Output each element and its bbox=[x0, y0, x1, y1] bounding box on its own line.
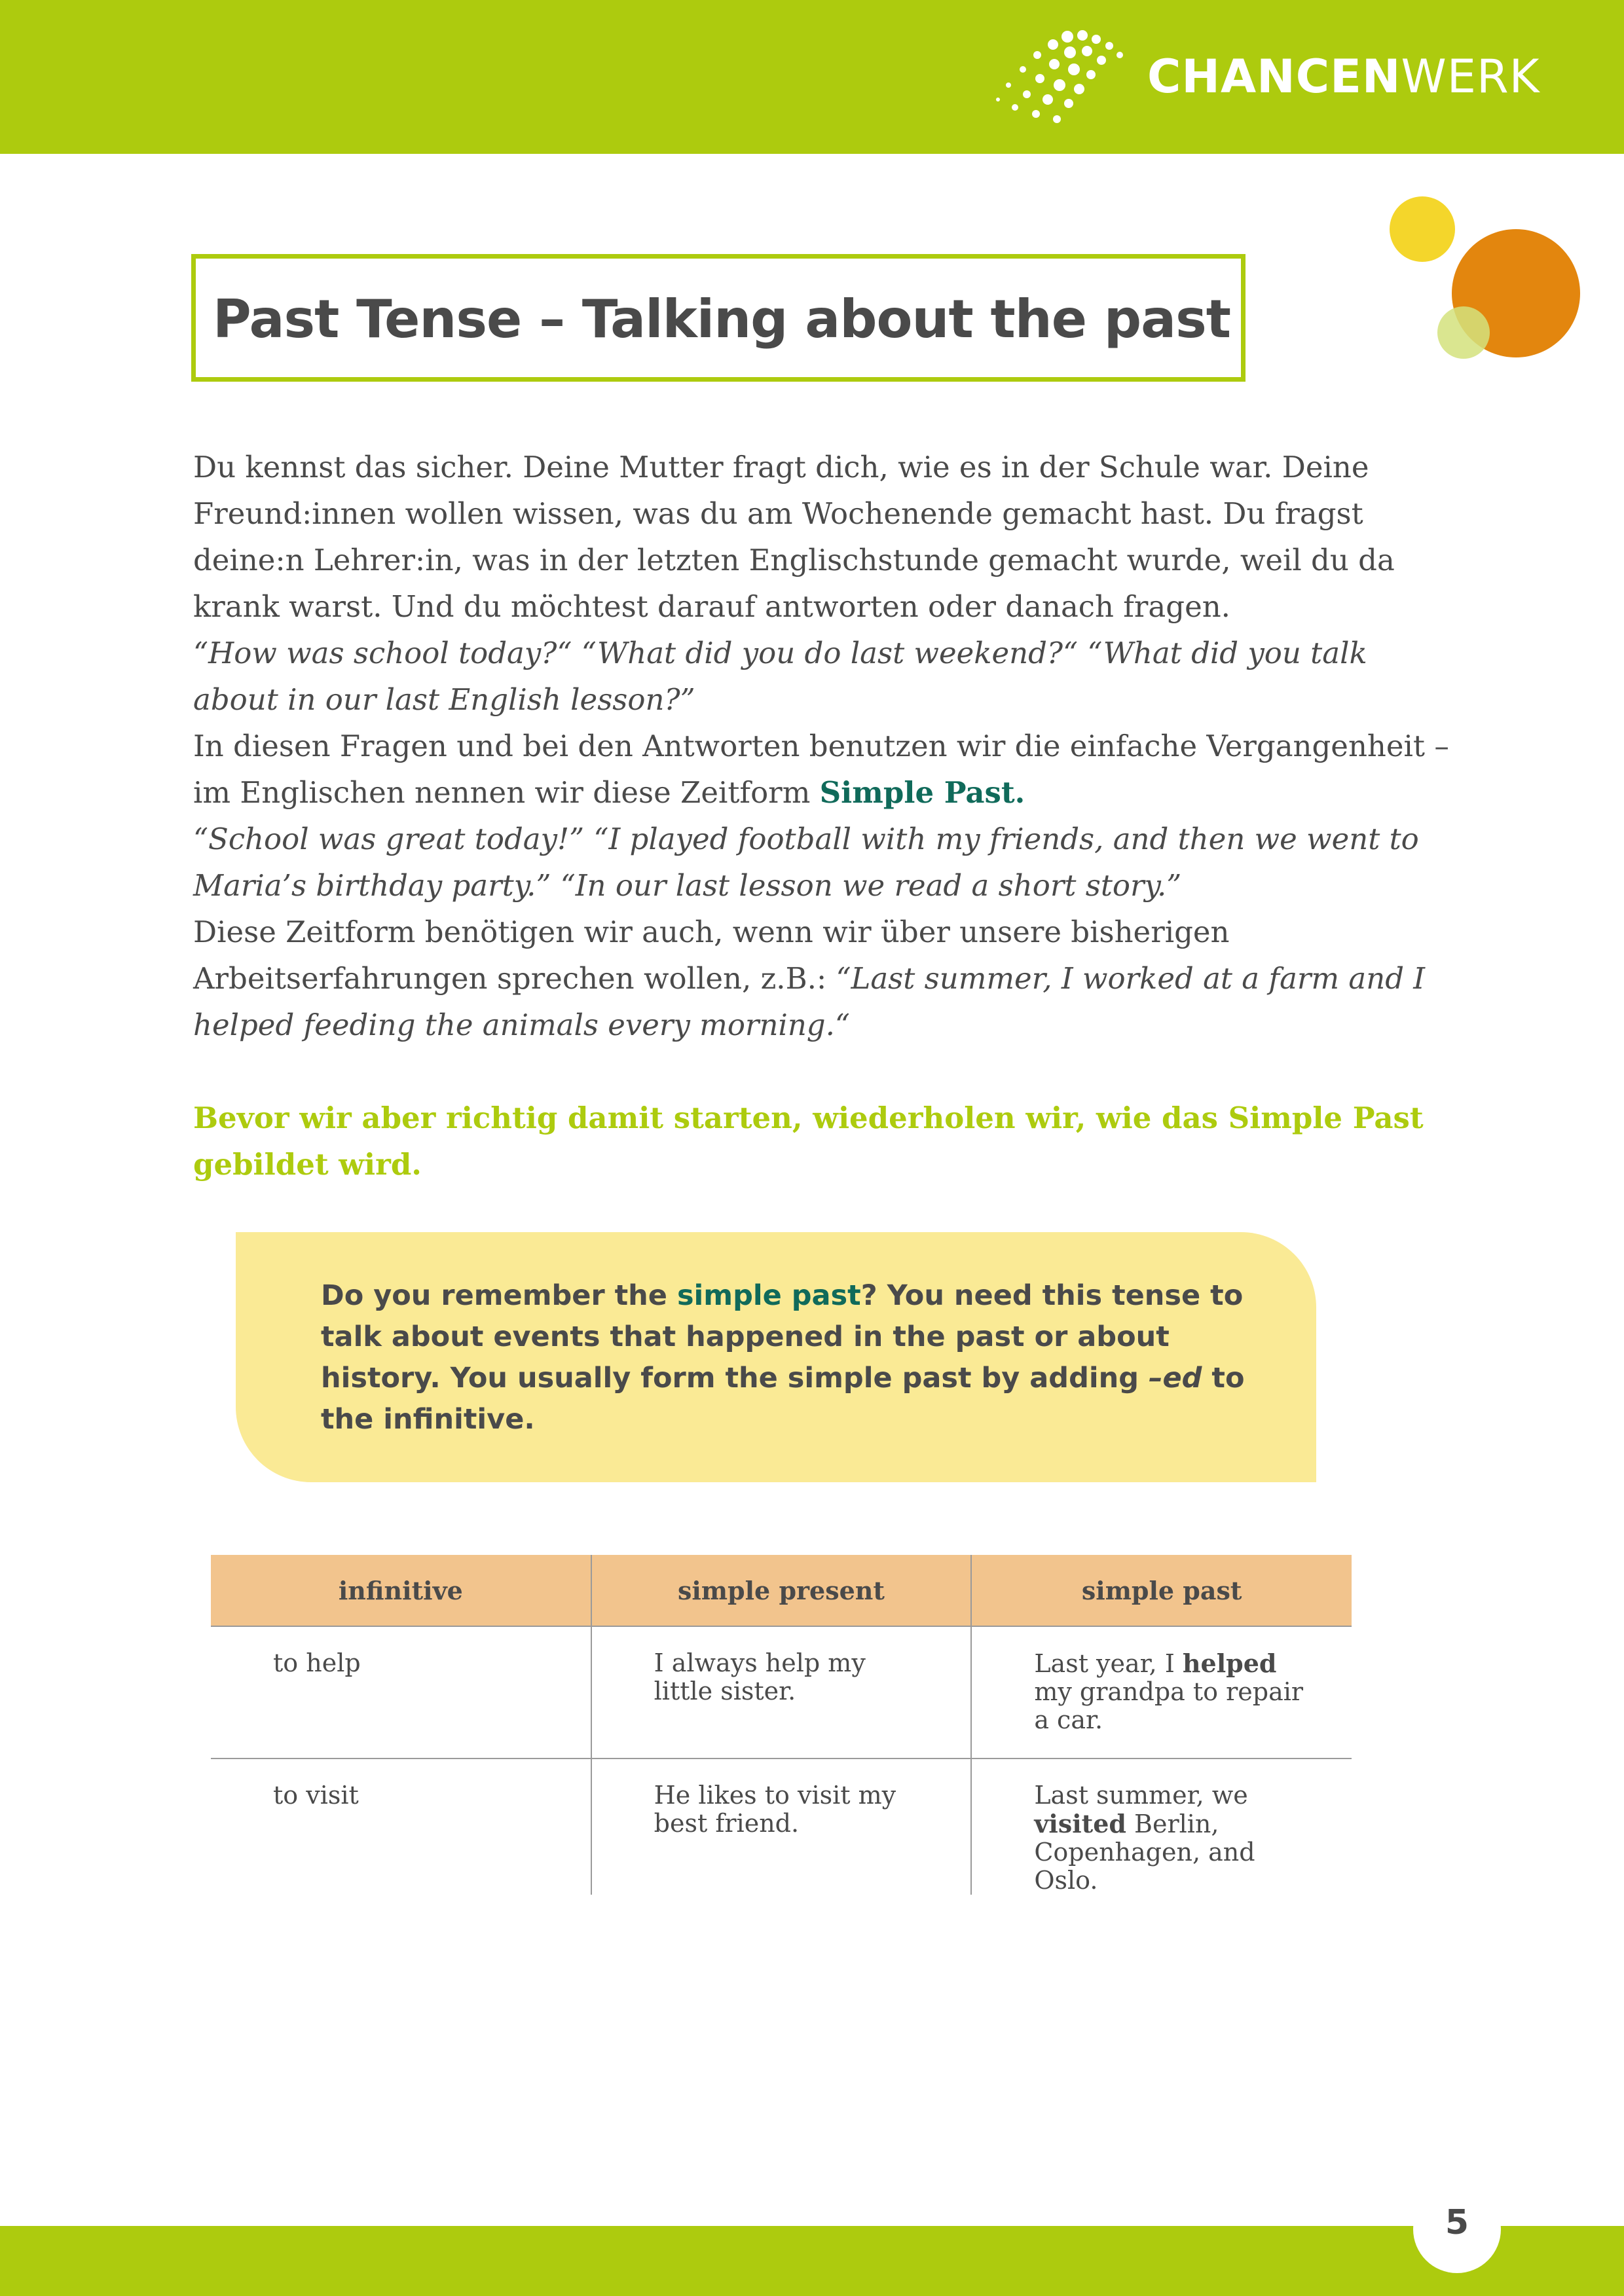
page-number: 5 bbox=[1445, 2203, 1469, 2242]
verb-table bbox=[211, 1555, 1352, 1895]
info-box-text bbox=[321, 1275, 1251, 1440]
highlight-note: Bevor wir aber richtig damit starten, wiederholen wir, wie das Simple Past gebildet wird. bbox=[193, 1101, 1424, 1182]
intro-paragraph-3 bbox=[193, 909, 1450, 1048]
info-box bbox=[236, 1232, 1316, 1482]
simple-past-term: Simple Past. bbox=[819, 775, 1025, 810]
logo-dots-icon bbox=[989, 26, 1126, 131]
cell-infinitive: to visit bbox=[273, 1781, 359, 1810]
table-row bbox=[211, 1758, 1352, 1895]
cell-simple-present: He likes to visit my best friend. bbox=[591, 1758, 972, 1895]
intro-paragraph-2 bbox=[193, 723, 1450, 816]
intro-text bbox=[193, 444, 1450, 1048]
table-row bbox=[211, 1626, 1352, 1758]
info-box-suffix: –ed bbox=[1148, 1362, 1202, 1394]
past-pre: Last summer, we bbox=[1034, 1781, 1248, 1810]
info-box-post: to the infinitive. bbox=[321, 1362, 1245, 1436]
cell-simple-past bbox=[971, 1626, 1352, 1758]
info-box-mid: ? You need this tense to talk about events that happened in the past or about history. You usually form the simple past by adding bbox=[321, 1279, 1244, 1394]
cell-simple-past bbox=[971, 1758, 1352, 1895]
footer-band bbox=[0, 2226, 1624, 2296]
intro-paragraph-2-text: In diesen Fragen und bei den Antworten benutzen wir die einfache Vergangenheit – im Englischen nennen wir diese Zeitform bbox=[193, 729, 1449, 810]
column-header-simple-present: simple present bbox=[591, 1555, 972, 1626]
column-header-infinitive: infinitive bbox=[211, 1555, 591, 1626]
title-box bbox=[191, 254, 1246, 382]
table-header-row bbox=[211, 1555, 1352, 1626]
page-title: Past Tense – Talking about the past bbox=[213, 289, 1230, 350]
intro-paragraph-1: Du kennst das sicher. Deine Mutter fragt dich, wie es in der Schule war. Deine Freund:innen wollen wissen, was du am Wochenende gemacht hast. Du fragst deine:n Lehrer:in, was in der letzten Englischstunde gemacht wurde, weil du da krank warst. Und du möchtest darauf antworten oder danach fragen. bbox=[193, 450, 1395, 624]
past-pre: Last year, I bbox=[1034, 1649, 1183, 1678]
info-box-term: simple past bbox=[676, 1279, 861, 1312]
work-example-quote: “Last summer, I worked at a farm and I helped feeding the animals every morning.“ bbox=[193, 961, 1426, 1042]
cell-simple-present: I always help my little sister. bbox=[591, 1626, 972, 1758]
past-verb: visited bbox=[1034, 1809, 1126, 1838]
logo-bold-text: CHANCEN bbox=[1147, 50, 1401, 103]
past-post: Berlin, Copenhagen, and Oslo. bbox=[1034, 1810, 1255, 1895]
past-post: my grandpa to repair a car. bbox=[1034, 1677, 1304, 1734]
past-verb: helped bbox=[1182, 1649, 1277, 1678]
decorative-circles-icon bbox=[1382, 190, 1585, 373]
example-answers: “School was great today!” “I played football with my friends, and then we went to Maria’s birthday party.” “In our last lesson we read a short story.” bbox=[193, 822, 1419, 903]
intro-paragraph-3-text: Diese Zeitform benötigen wir auch, wenn wir über unsere bisherigen Arbeitserfahrungen sprechen wollen, z.B.: bbox=[193, 915, 1230, 996]
example-questions: “How was school today?“ “What did you do last weekend?“ “What did you talk about in our last English lesson?” bbox=[193, 636, 1367, 717]
info-box-pre: Do you remember the bbox=[321, 1279, 677, 1312]
column-header-simple-past: simple past bbox=[971, 1555, 1352, 1626]
logo-wordmark bbox=[1147, 47, 1540, 106]
logo-light-text: WERK bbox=[1401, 50, 1540, 103]
cell-infinitive: to help bbox=[211, 1626, 591, 1758]
